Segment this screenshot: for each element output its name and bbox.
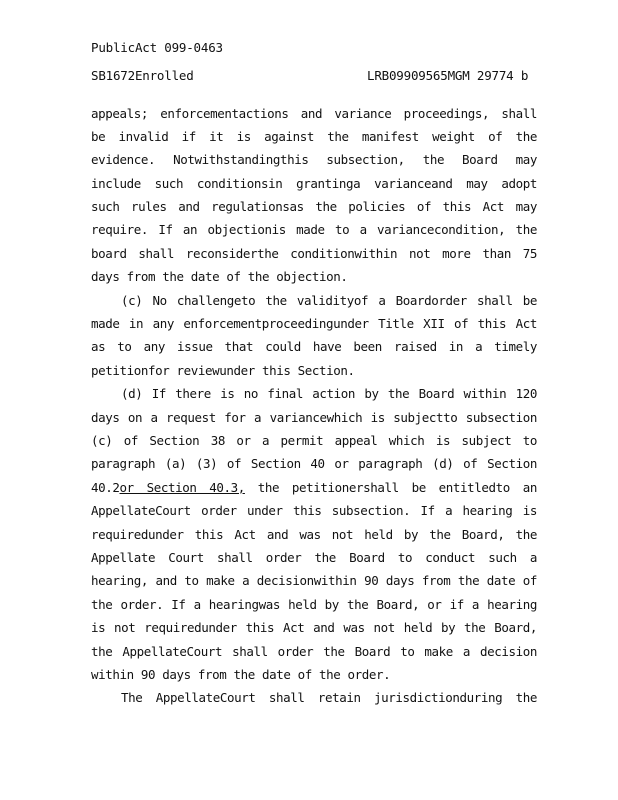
text-line: appeals; enforcementactions and variance proceedings, shall (91, 106, 537, 121)
text-line: days on a request for a variancewhich is subjectto subsection (91, 410, 537, 425)
lrb-number: LRB09909565MGM 29774 b (367, 68, 529, 83)
text-line: include such conditionsin grantinga varianceand may adopt (91, 176, 537, 191)
text-line: made in any enforcementproceedingunder Title XII of this Act (91, 316, 537, 331)
text-line: AppellateCourt order under this subsection. If a hearing is (91, 503, 537, 518)
text-line: Appellate Court shall order the Board to conduct such a (91, 550, 537, 565)
text-line: the AppellateCourt shall order the Board to make a decision (91, 644, 537, 659)
inserted-text: or Section 40.3, (119, 480, 245, 495)
bill-number: SB1672Enrolled (91, 68, 194, 83)
text-segment: 40.2 (91, 480, 120, 495)
paragraph-c-line: (c) No challengeto the validityof a Boardorder shall be (121, 293, 537, 308)
text-line: evidence. Notwithstandingthis subsection, the Board may (91, 152, 537, 167)
text-segment: the petitionershall be entitledto an (244, 480, 537, 495)
text-line: be invalid if it is against the manifest weight of the (91, 129, 537, 144)
text-line: petitionfor reviewunder this Section. (91, 363, 355, 378)
text-line: paragraph (a) (3) of Section 40 or paragraph (d) of Section (91, 456, 537, 471)
text-line: requiredunder this Act and was not held by the Board, the (91, 527, 537, 542)
text-line: within 90 days from the date of the order. (91, 667, 391, 682)
text-line: require. If an objectionis made to a variancecondition, the (91, 222, 537, 237)
text-line: hearing, and to make a decisionwithin 90 days from the date of (91, 573, 537, 588)
text-line: the order. If a hearingwas held by the Board, or if a hearing (91, 597, 537, 612)
text-line: board shall reconsiderthe conditionwithin not more than 75 (91, 246, 537, 261)
text-line: such rules and regulationsas the policies of this Act may (91, 199, 537, 214)
text-line: is not requiredunder this Act and was not held by the Board, (91, 620, 537, 635)
text-line-with-insertion (91, 480, 537, 495)
text-line: days from the date of the objection. (91, 269, 348, 284)
text-line: The AppellateCourt shall retain jurisdictionduring the (121, 690, 537, 705)
text-line: as to any issue that could have been raised in a timely (91, 339, 537, 354)
paragraph-d-line: (d) If there is no final action by the Board within 120 (121, 386, 537, 401)
text-line: (c) of Section 38 or a permit appeal which is subject to (91, 433, 537, 448)
public-act-number: PublicAct 099-0463 (91, 40, 223, 55)
